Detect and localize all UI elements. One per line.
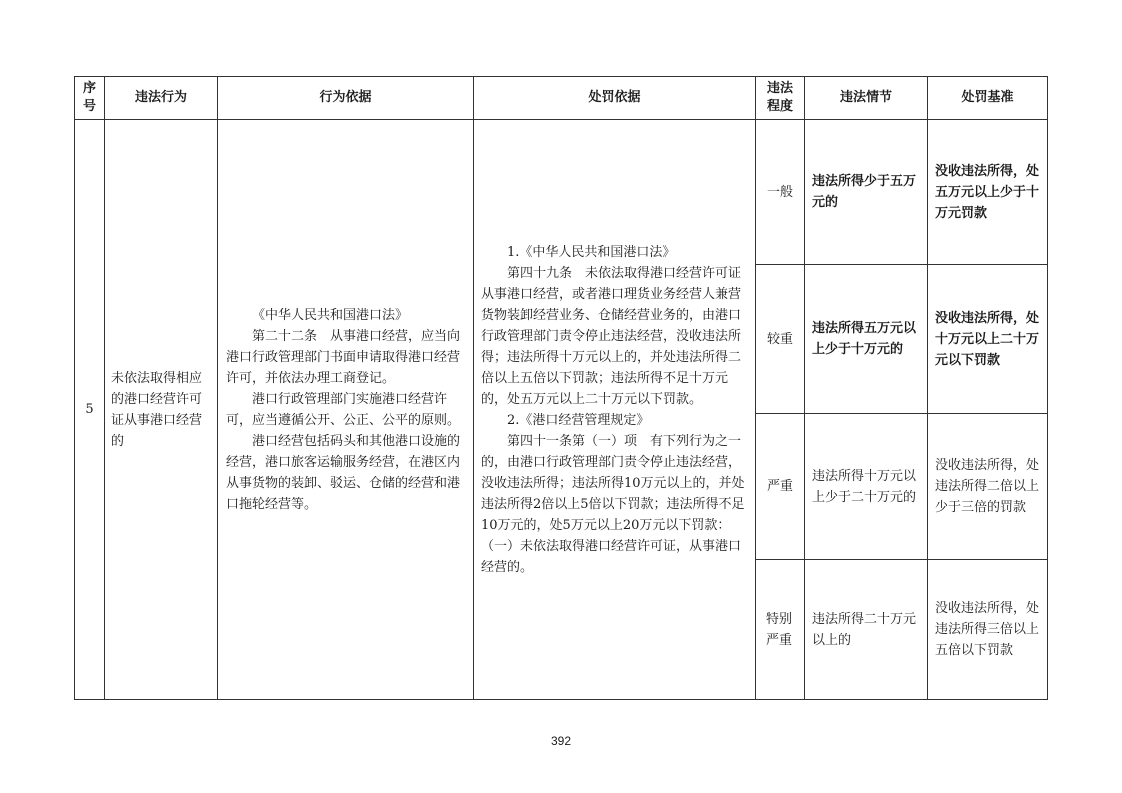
degree-extremely-severe: 特别严重 xyxy=(756,560,805,700)
standard-severe: 没收违法所得，处违法所得二倍以上少于三倍的罚款 xyxy=(928,414,1048,560)
table-row xyxy=(75,120,1048,265)
degree-general: 一般 xyxy=(756,120,805,265)
penalty-standard-table xyxy=(74,76,1048,700)
behavior-basis-cell xyxy=(218,120,474,700)
standard-extremely-severe: 没收违法所得，处违法所得三倍以上五倍以下罚款 xyxy=(928,560,1048,700)
page-number: 392 xyxy=(550,734,572,748)
penalty-item-2-text: 第四十一条第（一）项 有下列行为之一的，由港口行政管理部门责令停止违法经营，没收违法所得；违法所得10万元以上的，并处违法所得2倍以上5倍以下罚款；违法所得不足10万元的，处5万元以上20万元以下罚款：（一）未依法取得港口经营许可证，从事港口经营的。 xyxy=(481,433,745,575)
header-standard: 处罚基准 xyxy=(928,77,1048,120)
degree-severe: 严重 xyxy=(756,414,805,560)
standard-serious: 没收违法所得，处十万元以上二十万元以下罚款 xyxy=(928,265,1048,414)
penalty-item-1-text: 第四十九条 未依法取得港口经营许可证从事港口经营，或者港口理货业务经营人兼营货物装卸经营业务、仓储经营业务的，由港口行政管理部门责令停止违法经营，没收违法所得；违法所得十万元以上的，并处违法所得二倍以上五倍以下罚款；违法所得不足十万元的，处五万元以上二十万元以下罚款。 xyxy=(481,265,742,407)
circumstance-severe: 违法所得十万元以上少于二十万元的 xyxy=(805,414,928,560)
violation-text: 未依法取得相应的港口经营许可证从事港口经营的 xyxy=(111,370,203,449)
behavior-para-3: 港口经营包括码头和其他港口设施的经营，港口旅客运输服务经营，在港区内从事货物的装卸、驳运、仓储的经营和港口拖轮经营等。 xyxy=(226,433,461,512)
violation-cell xyxy=(105,120,218,700)
header-penalty-basis: 处罚依据 xyxy=(474,77,756,120)
standard-general: 没收违法所得，处五万元以上少于十万元罚款 xyxy=(928,120,1048,265)
header-behavior-basis: 行为依据 xyxy=(218,77,474,120)
penalty-item-2-title: 2.《港口经营管理规定》 xyxy=(507,412,650,428)
penalty-item-1-title: 1.《中华人民共和国港口法》 xyxy=(507,244,676,260)
header-row xyxy=(75,77,1048,120)
circumstance-serious: 违法所得五万元以上少于十万元的 xyxy=(805,265,928,414)
degree-serious: 较重 xyxy=(756,265,805,414)
header-seq: 序号 xyxy=(75,77,105,120)
header-violation: 违法行为 xyxy=(105,77,218,120)
behavior-law-title: 《中华人民共和国港口法》 xyxy=(252,307,409,323)
behavior-para-1: 第二十二条 从事港口经营，应当向港口行政管理部门书面申请取得港口经营许可，并依法办理工商登记。 xyxy=(226,328,461,386)
penalty-basis-cell xyxy=(474,120,756,700)
header-degree: 违法程度 xyxy=(756,77,805,120)
seq-cell: 5 xyxy=(75,120,105,700)
circumstance-general: 违法所得少于五万元的 xyxy=(805,120,928,265)
circumstance-extremely-severe: 违法所得二十万元以上的 xyxy=(805,560,928,700)
header-circumstances: 违法情节 xyxy=(805,77,928,120)
behavior-para-2: 港口行政管理部门实施港口经营许可，应当遵循公开、公正、公平的原则。 xyxy=(226,391,461,428)
